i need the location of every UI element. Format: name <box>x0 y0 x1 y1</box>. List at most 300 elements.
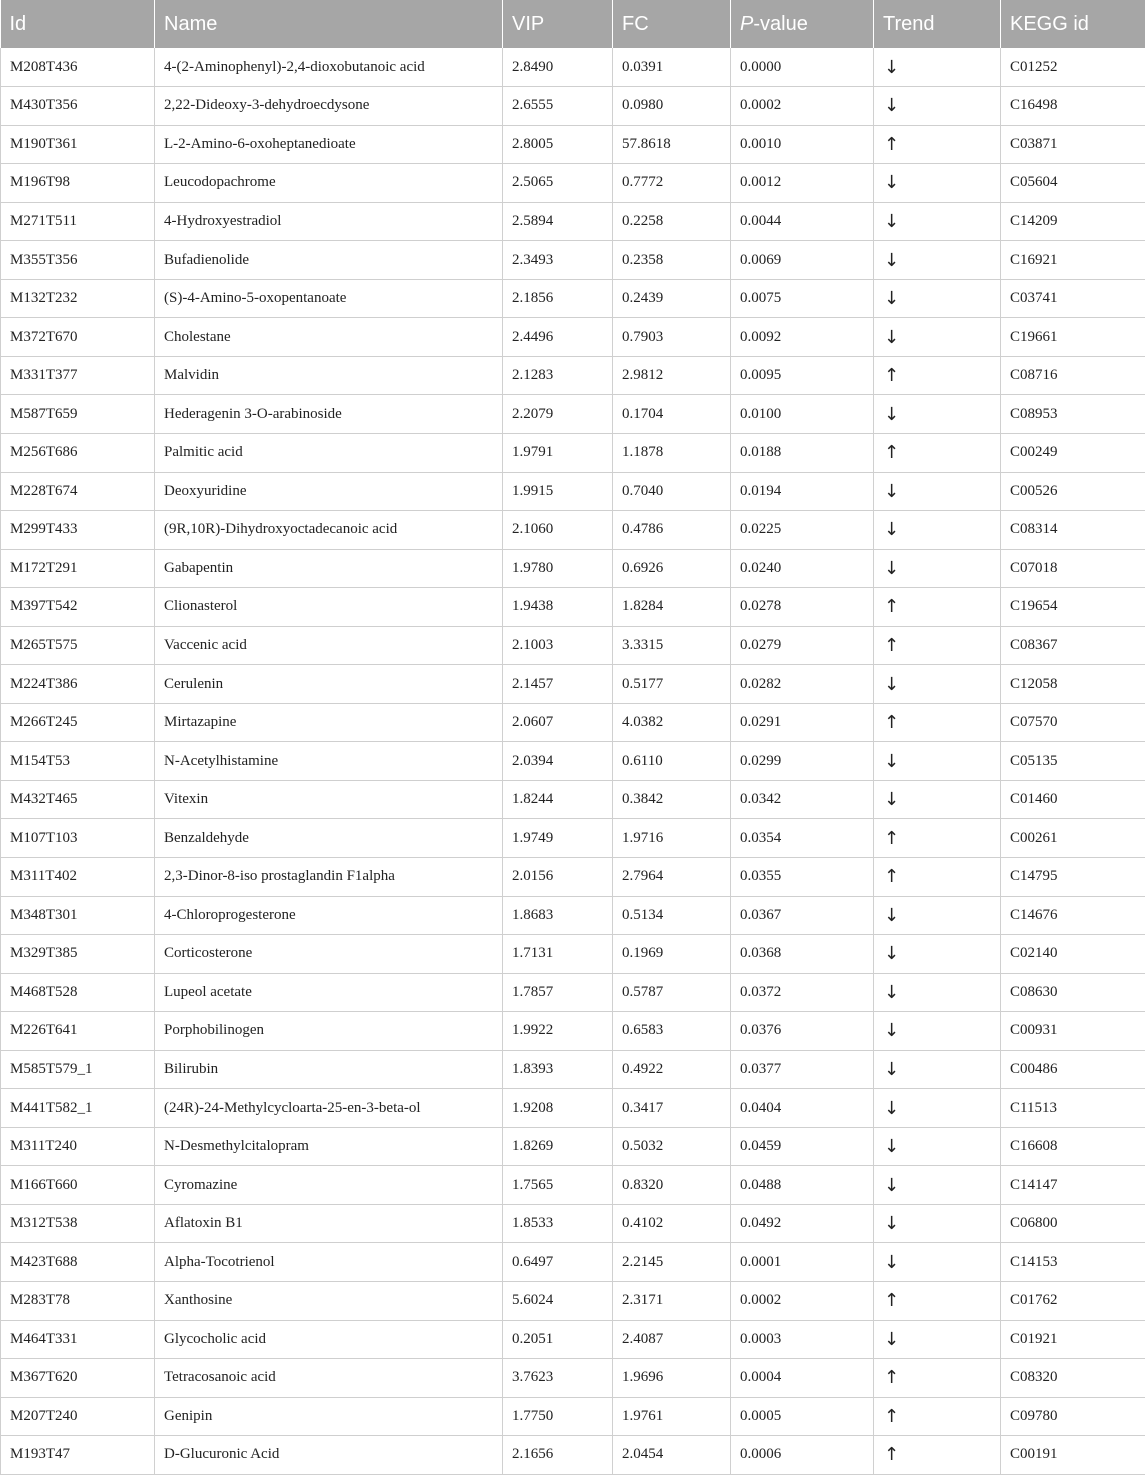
cell-fc: 1.9716 <box>613 819 731 858</box>
cell-name: Gabapentin <box>155 549 503 588</box>
cell-vip: 1.9915 <box>503 472 613 511</box>
cell-kegg-id: C14795 <box>1001 857 1145 896</box>
cell-p-value: 0.0282 <box>731 665 874 704</box>
cell-id: M190T361 <box>1 125 155 164</box>
cell-kegg-id: C00261 <box>1001 819 1145 858</box>
cell-p-value: 0.0377 <box>731 1050 874 1089</box>
header-kegg-id: KEGG id <box>1001 0 1145 48</box>
trend-down-arrow-icon: ↓ <box>874 1012 1001 1051</box>
cell-vip: 2.1656 <box>503 1436 613 1475</box>
trend-down-arrow-icon: ↓ <box>874 1166 1001 1205</box>
cell-vip: 2.1457 <box>503 665 613 704</box>
trend-down-arrow-icon: ↓ <box>874 780 1001 819</box>
header-p-italic: P <box>740 13 753 35</box>
cell-name: (24R)-24-Methylcycloarta-25-en-3-beta-ol <box>155 1089 503 1128</box>
cell-vip: 1.7565 <box>503 1166 613 1205</box>
cell-vip: 2.5894 <box>503 202 613 241</box>
table-row <box>1 472 1145 511</box>
trend-down-arrow-icon: ↓ <box>874 549 1001 588</box>
cell-p-value: 0.0069 <box>731 241 874 280</box>
cell-p-value: 0.0194 <box>731 472 874 511</box>
cell-p-value: 0.0342 <box>731 780 874 819</box>
trend-down-arrow-icon: ↓ <box>874 241 1001 280</box>
cell-vip: 1.9438 <box>503 588 613 627</box>
table-row <box>1 1127 1145 1166</box>
trend-up-arrow-icon: ↑ <box>874 703 1001 742</box>
table-row <box>1 1282 1145 1321</box>
cell-name: (9R,10R)-Dihydroxyoctadecanoic acid <box>155 511 503 550</box>
trend-down-arrow-icon: ↓ <box>874 1089 1001 1128</box>
cell-name: Mirtazapine <box>155 703 503 742</box>
cell-id: M226T641 <box>1 1012 155 1051</box>
trend-down-arrow-icon: ↓ <box>874 1050 1001 1089</box>
trend-down-arrow-icon: ↓ <box>874 1320 1001 1359</box>
cell-id: M311T240 <box>1 1127 155 1166</box>
cell-fc: 0.1969 <box>613 935 731 974</box>
cell-fc: 1.1878 <box>613 433 731 472</box>
cell-id: M208T436 <box>1 48 155 87</box>
cell-fc: 0.3417 <box>613 1089 731 1128</box>
cell-vip: 2.0156 <box>503 857 613 896</box>
cell-fc: 2.7964 <box>613 857 731 896</box>
table-row <box>1 819 1145 858</box>
cell-kegg-id: C00191 <box>1001 1436 1145 1475</box>
cell-p-value: 0.0188 <box>731 433 874 472</box>
table-row <box>1 395 1145 434</box>
cell-id: M172T291 <box>1 549 155 588</box>
cell-id: M224T386 <box>1 665 155 704</box>
table-row <box>1 665 1145 704</box>
trend-down-arrow-icon: ↓ <box>874 164 1001 203</box>
cell-fc: 0.3842 <box>613 780 731 819</box>
cell-vip: 0.6497 <box>503 1243 613 1282</box>
cell-vip: 1.9791 <box>503 433 613 472</box>
cell-name: Corticosterone <box>155 935 503 974</box>
cell-id: M464T331 <box>1 1320 155 1359</box>
table-row <box>1 1359 1145 1398</box>
cell-vip: 1.8533 <box>503 1204 613 1243</box>
cell-id: M587T659 <box>1 395 155 434</box>
cell-p-value: 0.0004 <box>731 1359 874 1398</box>
cell-kegg-id: C01460 <box>1001 780 1145 819</box>
cell-vip: 1.9780 <box>503 549 613 588</box>
cell-name: Bufadienolide <box>155 241 503 280</box>
trend-down-arrow-icon: ↓ <box>874 896 1001 935</box>
cell-p-value: 0.0000 <box>731 48 874 87</box>
table-row <box>1 1436 1145 1475</box>
cell-id: M331T377 <box>1 356 155 395</box>
cell-vip: 5.6024 <box>503 1282 613 1321</box>
cell-id: M311T402 <box>1 857 155 896</box>
trend-down-arrow-icon: ↓ <box>874 665 1001 704</box>
cell-fc: 0.5177 <box>613 665 731 704</box>
cell-kegg-id: C05604 <box>1001 164 1145 203</box>
cell-id: M154T53 <box>1 742 155 781</box>
cell-kegg-id: C11513 <box>1001 1089 1145 1128</box>
table-row <box>1 935 1145 974</box>
table-row <box>1 1243 1145 1282</box>
cell-fc: 0.0980 <box>613 87 731 126</box>
table-row <box>1 318 1145 357</box>
cell-fc: 0.2258 <box>613 202 731 241</box>
trend-down-arrow-icon: ↓ <box>874 279 1001 318</box>
trend-down-arrow-icon: ↓ <box>874 973 1001 1012</box>
cell-vip: 2.2079 <box>503 395 613 434</box>
cell-p-value: 0.0225 <box>731 511 874 550</box>
cell-vip: 2.5065 <box>503 164 613 203</box>
table-row <box>1 48 1145 87</box>
table-row <box>1 125 1145 164</box>
trend-up-arrow-icon: ↑ <box>874 1436 1001 1475</box>
cell-p-value: 0.0368 <box>731 935 874 974</box>
table-row <box>1 780 1145 819</box>
cell-id: M397T542 <box>1 588 155 627</box>
cell-kegg-id: C16608 <box>1001 1127 1145 1166</box>
cell-p-value: 0.0010 <box>731 125 874 164</box>
cell-p-value: 0.0002 <box>731 1282 874 1321</box>
table-row <box>1 1320 1145 1359</box>
table-row <box>1 973 1145 1012</box>
cell-vip: 2.0607 <box>503 703 613 742</box>
cell-p-value: 0.0355 <box>731 857 874 896</box>
cell-p-value: 0.0354 <box>731 819 874 858</box>
cell-vip: 2.1856 <box>503 279 613 318</box>
cell-p-value: 0.0372 <box>731 973 874 1012</box>
table-row <box>1 703 1145 742</box>
trend-up-arrow-icon: ↑ <box>874 1359 1001 1398</box>
cell-name: 4-Hydroxyestradiol <box>155 202 503 241</box>
cell-fc: 0.6110 <box>613 742 731 781</box>
cell-vip: 2.3493 <box>503 241 613 280</box>
cell-vip: 2.0394 <box>503 742 613 781</box>
cell-name: 4-(2-Aminophenyl)-2,4-dioxobutanoic acid <box>155 48 503 87</box>
cell-id: M256T686 <box>1 433 155 472</box>
cell-p-value: 0.0492 <box>731 1204 874 1243</box>
table-row <box>1 626 1145 665</box>
cell-vip: 2.8005 <box>503 125 613 164</box>
cell-vip: 1.7750 <box>503 1397 613 1436</box>
trend-down-arrow-icon: ↓ <box>874 1204 1001 1243</box>
cell-id: M193T47 <box>1 1436 155 1475</box>
cell-p-value: 0.0095 <box>731 356 874 395</box>
table-row <box>1 1204 1145 1243</box>
cell-name: N-Desmethylcitalopram <box>155 1127 503 1166</box>
table-row <box>1 1166 1145 1205</box>
table-row <box>1 87 1145 126</box>
cell-kegg-id: C00486 <box>1001 1050 1145 1089</box>
cell-p-value: 0.0002 <box>731 87 874 126</box>
trend-down-arrow-icon: ↓ <box>874 318 1001 357</box>
trend-up-arrow-icon: ↑ <box>874 1282 1001 1321</box>
cell-kegg-id: C09780 <box>1001 1397 1145 1436</box>
cell-fc: 0.6583 <box>613 1012 731 1051</box>
cell-kegg-id: C02140 <box>1001 935 1145 974</box>
trend-up-arrow-icon: ↑ <box>874 857 1001 896</box>
cell-name: Benzaldehyde <box>155 819 503 858</box>
trend-up-arrow-icon: ↑ <box>874 433 1001 472</box>
cell-p-value: 0.0367 <box>731 896 874 935</box>
cell-kegg-id: C03871 <box>1001 125 1145 164</box>
cell-id: M423T688 <box>1 1243 155 1282</box>
cell-id: M372T670 <box>1 318 155 357</box>
cell-vip: 1.7131 <box>503 935 613 974</box>
table-header <box>1 0 1145 48</box>
cell-p-value: 0.0012 <box>731 164 874 203</box>
table-row <box>1 1397 1145 1436</box>
cell-id: M585T579_1 <box>1 1050 155 1089</box>
cell-fc: 0.7903 <box>613 318 731 357</box>
cell-id: M166T660 <box>1 1166 155 1205</box>
cell-kegg-id: C12058 <box>1001 665 1145 704</box>
cell-vip: 1.8393 <box>503 1050 613 1089</box>
cell-id: M196T98 <box>1 164 155 203</box>
cell-vip: 1.8683 <box>503 896 613 935</box>
cell-kegg-id: C16921 <box>1001 241 1145 280</box>
cell-name: Vitexin <box>155 780 503 819</box>
cell-p-value: 0.0299 <box>731 742 874 781</box>
trend-down-arrow-icon: ↓ <box>874 511 1001 550</box>
cell-vip: 2.8490 <box>503 48 613 87</box>
cell-p-value: 0.0240 <box>731 549 874 588</box>
cell-kegg-id: C08320 <box>1001 1359 1145 1398</box>
cell-kegg-id: C14147 <box>1001 1166 1145 1205</box>
cell-name: D-Glucuronic Acid <box>155 1436 503 1475</box>
table-row <box>1 356 1145 395</box>
cell-kegg-id: C01252 <box>1001 48 1145 87</box>
cell-fc: 0.6926 <box>613 549 731 588</box>
cell-id: M441T582_1 <box>1 1089 155 1128</box>
table-row <box>1 164 1145 203</box>
cell-fc: 0.8320 <box>613 1166 731 1205</box>
cell-vip: 1.8244 <box>503 780 613 819</box>
cell-id: M266T245 <box>1 703 155 742</box>
cell-fc: 0.0391 <box>613 48 731 87</box>
cell-fc: 1.9761 <box>613 1397 731 1436</box>
table-row <box>1 1089 1145 1128</box>
cell-name: Bilirubin <box>155 1050 503 1089</box>
cell-fc: 0.7040 <box>613 472 731 511</box>
cell-name: Cyromazine <box>155 1166 503 1205</box>
cell-vip: 3.7623 <box>503 1359 613 1398</box>
cell-fc: 0.1704 <box>613 395 731 434</box>
cell-kegg-id: C14153 <box>1001 1243 1145 1282</box>
cell-id: M265T575 <box>1 626 155 665</box>
cell-fc: 0.7772 <box>613 164 731 203</box>
cell-p-value: 0.0003 <box>731 1320 874 1359</box>
cell-p-value: 0.0092 <box>731 318 874 357</box>
trend-up-arrow-icon: ↑ <box>874 356 1001 395</box>
cell-p-value: 0.0001 <box>731 1243 874 1282</box>
cell-fc: 1.9696 <box>613 1359 731 1398</box>
cell-p-value: 0.0100 <box>731 395 874 434</box>
cell-kegg-id: C16498 <box>1001 87 1145 126</box>
table-row <box>1 1050 1145 1089</box>
cell-kegg-id: C08953 <box>1001 395 1145 434</box>
cell-kegg-id: C06800 <box>1001 1204 1145 1243</box>
trend-down-arrow-icon: ↓ <box>874 395 1001 434</box>
cell-fc: 0.5134 <box>613 896 731 935</box>
cell-id: M107T103 <box>1 819 155 858</box>
table-row <box>1 433 1145 472</box>
cell-name: Xanthosine <box>155 1282 503 1321</box>
cell-kegg-id: C08367 <box>1001 626 1145 665</box>
trend-down-arrow-icon: ↓ <box>874 1127 1001 1166</box>
cell-name: N-Acetylhistamine <box>155 742 503 781</box>
trend-up-arrow-icon: ↑ <box>874 1397 1001 1436</box>
cell-kegg-id: C14209 <box>1001 202 1145 241</box>
cell-kegg-id: C08314 <box>1001 511 1145 550</box>
table-row <box>1 1012 1145 1051</box>
cell-name: (S)-4-Amino-5-oxopentanoate <box>155 279 503 318</box>
trend-up-arrow-icon: ↑ <box>874 626 1001 665</box>
table-row <box>1 202 1145 241</box>
cell-kegg-id: C07018 <box>1001 549 1145 588</box>
cell-kegg-id: C05135 <box>1001 742 1145 781</box>
trend-down-arrow-icon: ↓ <box>874 742 1001 781</box>
cell-name: Hederagenin 3-O-arabinoside <box>155 395 503 434</box>
cell-name: Tetracosanoic acid <box>155 1359 503 1398</box>
cell-name: Clionasterol <box>155 588 503 627</box>
cell-id: M367T620 <box>1 1359 155 1398</box>
cell-id: M432T465 <box>1 780 155 819</box>
cell-fc: 0.2358 <box>613 241 731 280</box>
cell-fc: 2.3171 <box>613 1282 731 1321</box>
cell-fc: 57.8618 <box>613 125 731 164</box>
table-body <box>1 48 1145 1474</box>
table-row <box>1 896 1145 935</box>
trend-down-arrow-icon: ↓ <box>874 1243 1001 1282</box>
cell-kegg-id: C19654 <box>1001 588 1145 627</box>
cell-kegg-id: C01762 <box>1001 1282 1145 1321</box>
cell-p-value: 0.0488 <box>731 1166 874 1205</box>
cell-p-value: 0.0279 <box>731 626 874 665</box>
cell-p-value: 0.0291 <box>731 703 874 742</box>
cell-id: M355T356 <box>1 241 155 280</box>
cell-name: 2,3-Dinor-8-iso prostaglandin F1alpha <box>155 857 503 896</box>
cell-p-value: 0.0376 <box>731 1012 874 1051</box>
cell-vip: 1.8269 <box>503 1127 613 1166</box>
header-p-rest: -value <box>753 13 807 35</box>
header-id: Id <box>1 0 155 48</box>
trend-down-arrow-icon: ↓ <box>874 202 1001 241</box>
cell-vip: 1.9749 <box>503 819 613 858</box>
cell-p-value: 0.0075 <box>731 279 874 318</box>
cell-fc: 1.8284 <box>613 588 731 627</box>
cell-name: Porphobilinogen <box>155 1012 503 1051</box>
header-row <box>1 0 1145 48</box>
cell-id: M132T232 <box>1 279 155 318</box>
cell-fc: 0.4922 <box>613 1050 731 1089</box>
trend-down-arrow-icon: ↓ <box>874 87 1001 126</box>
header-trend: Trend <box>874 0 1001 48</box>
cell-fc: 2.9812 <box>613 356 731 395</box>
cell-name: Aflatoxin B1 <box>155 1204 503 1243</box>
cell-vip: 1.7857 <box>503 973 613 1012</box>
cell-name: Vaccenic acid <box>155 626 503 665</box>
cell-fc: 2.2145 <box>613 1243 731 1282</box>
header-name: Name <box>155 0 503 48</box>
cell-p-value: 0.0278 <box>731 588 874 627</box>
table-row <box>1 549 1145 588</box>
cell-name: Glycocholic acid <box>155 1320 503 1359</box>
cell-kegg-id: C01921 <box>1001 1320 1145 1359</box>
header-vip: VIP <box>503 0 613 48</box>
cell-kegg-id: C00249 <box>1001 433 1145 472</box>
cell-name: Leucodopachrome <box>155 164 503 203</box>
cell-name: Palmitic acid <box>155 433 503 472</box>
cell-vip: 2.1003 <box>503 626 613 665</box>
cell-vip: 2.6555 <box>503 87 613 126</box>
header-fc: FC <box>613 0 731 48</box>
table-row <box>1 588 1145 627</box>
cell-vip: 2.1283 <box>503 356 613 395</box>
table-row <box>1 742 1145 781</box>
cell-fc: 2.0454 <box>613 1436 731 1475</box>
cell-vip: 2.4496 <box>503 318 613 357</box>
cell-vip: 1.9922 <box>503 1012 613 1051</box>
cell-fc: 0.2439 <box>613 279 731 318</box>
cell-id: M348T301 <box>1 896 155 935</box>
cell-kegg-id: C00931 <box>1001 1012 1145 1051</box>
cell-p-value: 0.0459 <box>731 1127 874 1166</box>
cell-name: Cerulenin <box>155 665 503 704</box>
cell-name: Genipin <box>155 1397 503 1436</box>
trend-up-arrow-icon: ↑ <box>874 125 1001 164</box>
trend-up-arrow-icon: ↑ <box>874 819 1001 858</box>
cell-id: M283T78 <box>1 1282 155 1321</box>
cell-name: L-2-Amino-6-oxoheptanedioate <box>155 125 503 164</box>
cell-vip: 0.2051 <box>503 1320 613 1359</box>
cell-name: Alpha-Tocotrienol <box>155 1243 503 1282</box>
cell-id: M329T385 <box>1 935 155 974</box>
cell-name: Deoxyuridine <box>155 472 503 511</box>
cell-name: Lupeol acetate <box>155 973 503 1012</box>
trend-down-arrow-icon: ↓ <box>874 472 1001 511</box>
cell-fc: 0.5032 <box>613 1127 731 1166</box>
cell-fc: 0.5787 <box>613 973 731 1012</box>
cell-id: M271T511 <box>1 202 155 241</box>
cell-id: M207T240 <box>1 1397 155 1436</box>
cell-name: Cholestane <box>155 318 503 357</box>
cell-kegg-id: C14676 <box>1001 896 1145 935</box>
cell-name: 4-Chloroprogesterone <box>155 896 503 935</box>
cell-fc: 0.4786 <box>613 511 731 550</box>
trend-up-arrow-icon: ↑ <box>874 588 1001 627</box>
cell-p-value: 0.0005 <box>731 1397 874 1436</box>
trend-down-arrow-icon: ↓ <box>874 48 1001 87</box>
cell-kegg-id: C08716 <box>1001 356 1145 395</box>
table-row <box>1 857 1145 896</box>
cell-id: M312T538 <box>1 1204 155 1243</box>
cell-fc: 4.0382 <box>613 703 731 742</box>
cell-kegg-id: C00526 <box>1001 472 1145 511</box>
cell-kegg-id: C19661 <box>1001 318 1145 357</box>
cell-name: 2,22-Dideoxy-3-dehydroecdysone <box>155 87 503 126</box>
cell-id: M430T356 <box>1 87 155 126</box>
table-row <box>1 279 1145 318</box>
cell-name: Malvidin <box>155 356 503 395</box>
cell-fc: 3.3315 <box>613 626 731 665</box>
cell-vip: 1.9208 <box>503 1089 613 1128</box>
cell-fc: 2.4087 <box>613 1320 731 1359</box>
trend-down-arrow-icon: ↓ <box>874 935 1001 974</box>
cell-fc: 0.4102 <box>613 1204 731 1243</box>
table-row <box>1 241 1145 280</box>
header-p-value <box>731 0 874 48</box>
cell-kegg-id: C07570 <box>1001 703 1145 742</box>
cell-p-value: 0.0044 <box>731 202 874 241</box>
cell-id: M228T674 <box>1 472 155 511</box>
